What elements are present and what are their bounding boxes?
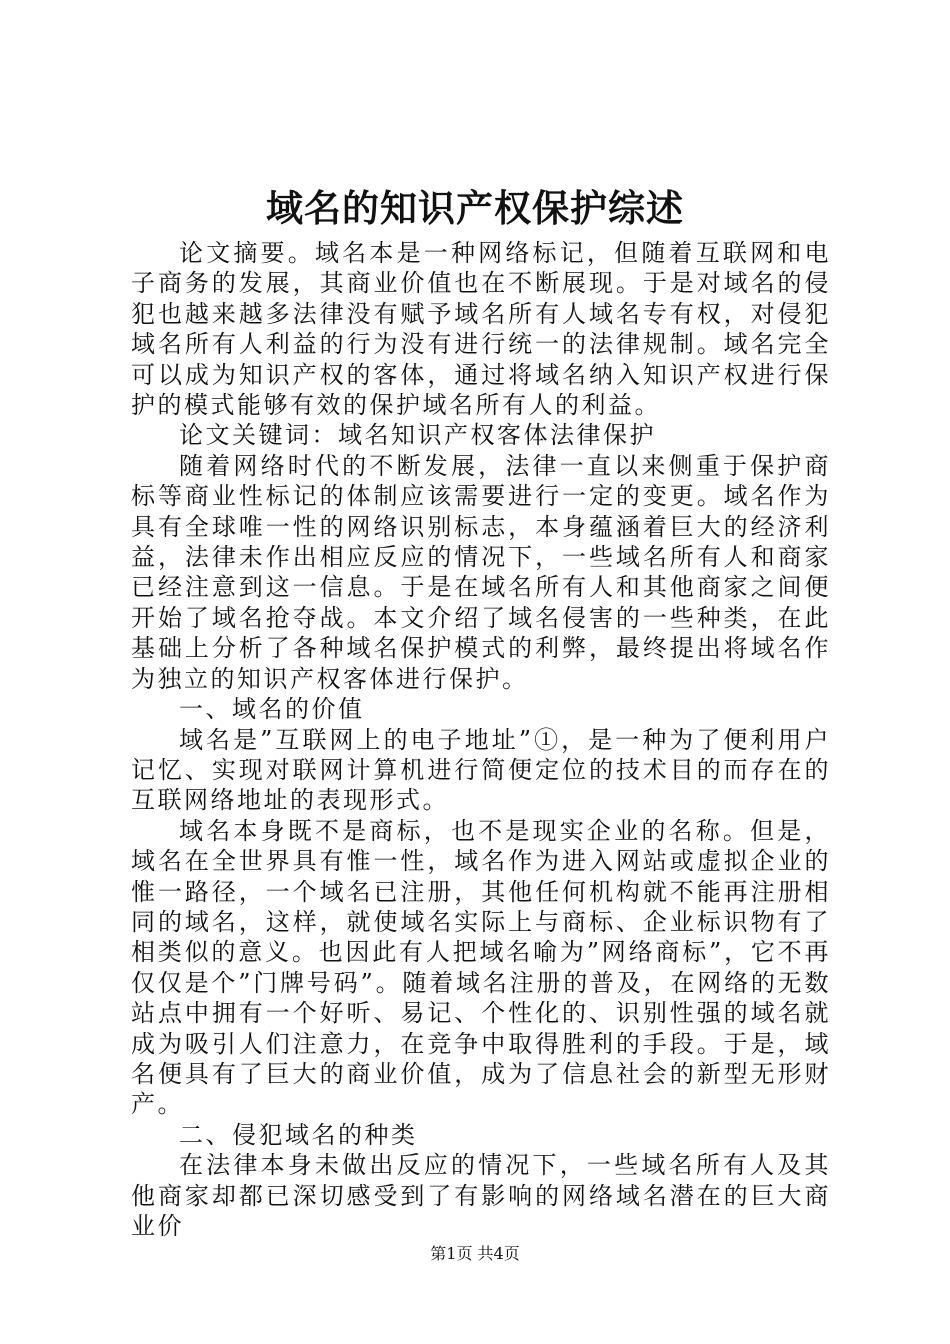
body-paragraph: 在法律本身未做出反应的情况下，一些域名所有人及其他商家却都已深切感受到了有影响的网络域名潜在的巨大商业价 bbox=[131, 1151, 831, 1240]
document-body bbox=[131, 238, 831, 1241]
keywords-paragraph: 论文关键词：域名知识产权客体法律保护 bbox=[179, 421, 656, 450]
introduction-paragraph: 随着网络时代的不断发展，法律一直以来侧重于保护商标等商业性标记的体制应该需要进行一定的变更。域名作为具有全球唯一性的网络识别标志，本身蕴涵着巨大的经济利益，法律未作出相应反应的情况下，一些域名所有人和商家已经注意到这一信息。于是在域名所有人和其他商家之间便开始了域名抢夺战。本文介绍了域名侵害的一些种类，在此基础上分析了各种域名保护模式的利弊，最终提出将域名作为独立的知识产权客体进行保护。 bbox=[131, 451, 831, 693]
section-heading-1: 一、域名的价值 bbox=[179, 695, 365, 724]
document-title: 域名的知识产权保护综述 bbox=[266, 186, 684, 230]
body-paragraph: 域名本身既不是商标，也不是现实企业的名称。但是，域名在全世界具有惟一性，域名作为进入网站或虚拟企业的惟一路径，一个域名已注册，其他任何机构就不能再注册相同的域名，这样，就使域名实际上与商标、企业标识物有了相类似的意义。也因此有人把域名喻为”网络商标”，它不再仅仅是个”门牌号码”。随着域名注册的普及，在网络的无数站点中拥有一个好听、易记、个性化的、识别性强的域名就成为吸引人们注意力，在竞争中取得胜利的手段。于是，域名便具有了巨大的商业价值，成为了信息社会的新型无形财产。 bbox=[131, 816, 831, 1119]
section-heading-2: 二、侵犯域名的种类 bbox=[179, 1120, 418, 1149]
body-paragraph: 域名是”互联网上的电子地址”①，是一种为了便利用户记忆、实现对联网计算机进行简便定位的技术目的而存在的互联网络地址的表现形式。 bbox=[131, 725, 831, 815]
abstract-paragraph: 论文摘要。域名本是一种网络标记，但随着互联网和电子商务的发展，其商业价值也在不断展现。于是对域名的侵犯也越来越多法律没有赋予域名所有人域名专有权，对侵犯域名所有人利益的行为没有进行统一的法律规制。域名完全可以成为知识产权的客体，通过将域名纳入知识产权进行保护的模式能够有效的保护域名所有人的利益。 bbox=[131, 239, 831, 420]
page-number-footer: 第1页 共4页 bbox=[430, 1244, 520, 1263]
